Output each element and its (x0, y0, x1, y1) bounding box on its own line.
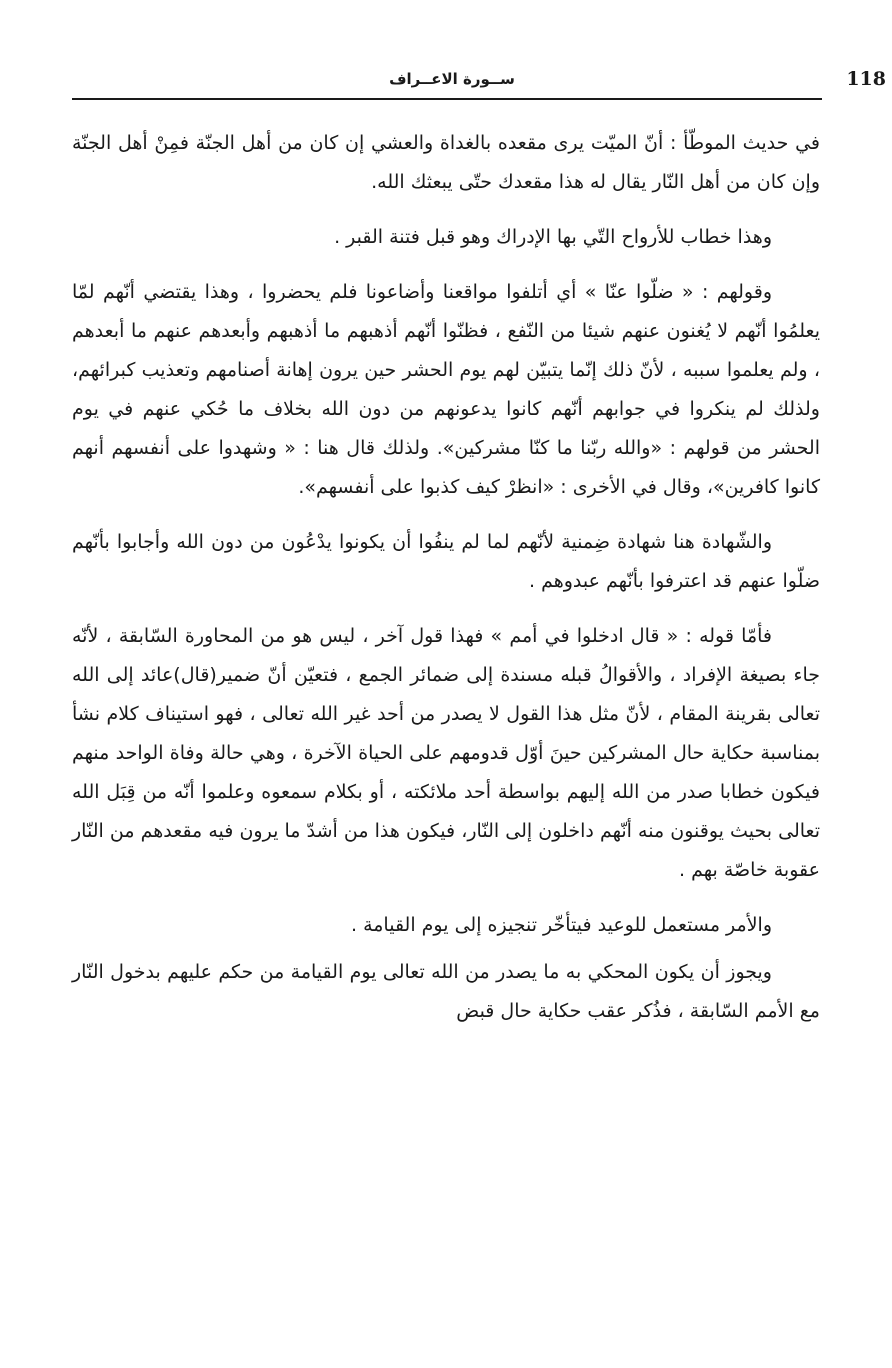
paragraph-3: وقولهم : « ضلّوا عنّا » أي أتلفوا مواقعنا وأضاعونا فلم يحضروا ، وهذا يقتضي أنّهم لمّا يعلمُوا أنّهم لا يُغنون عنهم شيئا من النّفع ، فظنّوا أنّهم أذهبهم ما أذهبهم وأبعدهم عنهم ما أبعدهم ، ولم يعلموا سببه ، لأنّ ذلك إنّما يتبيّن لهم يوم الحشر حين يرون إهانة أصنامهم وتعذيب كبرائهم، ولذلك لم ينكروا في جوابهم أنّهم كانوا يدعونهم من دون الله بخلاف ما حُكي عنهم في يوم الحشر من قولهم : «والله ربّنا ما كنّا مشركين». ولذلك قال هنا : « وشهدوا على أنفسهم أنهم كانوا كافرين»، وقال في الأخرى : «انظرْ كيف كذبوا على أنفسهم». (72, 281, 820, 498)
page-header (72, 66, 886, 98)
paragraph-1: في حديث الموطّأ : أنّ الميّت يرى مقعده بالغداة والعشي إن كان من أهل الجنّة فمِنْ أهل الجنّة وإن كان من أهل النّار يقال له هذا مقعدك حتّى يبعثك الله. (72, 132, 820, 193)
paragraph-6: والأمر مستعمل للوعيد فيتأخّر تنجيزه إلى يوم القيامة . (350, 914, 772, 936)
paragraph-4: والشّهادة هنا شهادة ضِمنية لأنّهم لما لم ينفُوا أن يكونوا يدْعُون من دون الله وأجابوا بأنّهم ضلّوا عنهم قد اعترفوا بأنّهم عبدوهم . (72, 531, 820, 592)
header-divider (72, 98, 822, 100)
page-body (72, 124, 820, 1047)
page-number: 118 (846, 68, 886, 90)
paragraph-5: فأمّا قوله : « قال ادخلوا في أمم » فهذا قول آخر ، ليس هو من المحاورة السّابقة ، لأنّه جاء بصيغة الإفراد ، والأقوالُ قبله مسندة إلى ضمائر الجمع ، فتعيّن أنّ ضمير(قال)عائد إلى الله تعالى بقرينة المقام ، لأنّ مثل هذا القول لا يصدر من أحد غير الله تعالى ، فهو استيناف كلام نشأ بمناسبة حكاية حال المشركين حينَ أوّل قدومهم على الحياة الآخرة ، وهي حالة وفاة الواحد منهم فيكون خطابا صدر من الله إليهم بواسطة أحد ملائكته ، أو بكلام سمعوه وعلموا أنّه من قِبَل الله تعالى بحيث يوقنون منه أنّهم داخلون إلى النّار، فيكون هذا من أشدّ ما يرون فيه مقعدهم من النّار عقوبة خاصّة بهم . (72, 625, 820, 881)
paragraph-7: ويجوز أن يكون المحكي به ما يصدر من الله تعالى يوم القيامة من حكم عليهم بدخول النّار مع الأمم السّابقة ، فذُكر عقب حكاية حال قبض (72, 961, 820, 1022)
running-title: ســورة الاعــراف (389, 70, 515, 88)
paragraph-2: وهذا خطاب للأرواح التّي بها الإدراك وهو قبل فتنة القبر . (334, 226, 772, 248)
